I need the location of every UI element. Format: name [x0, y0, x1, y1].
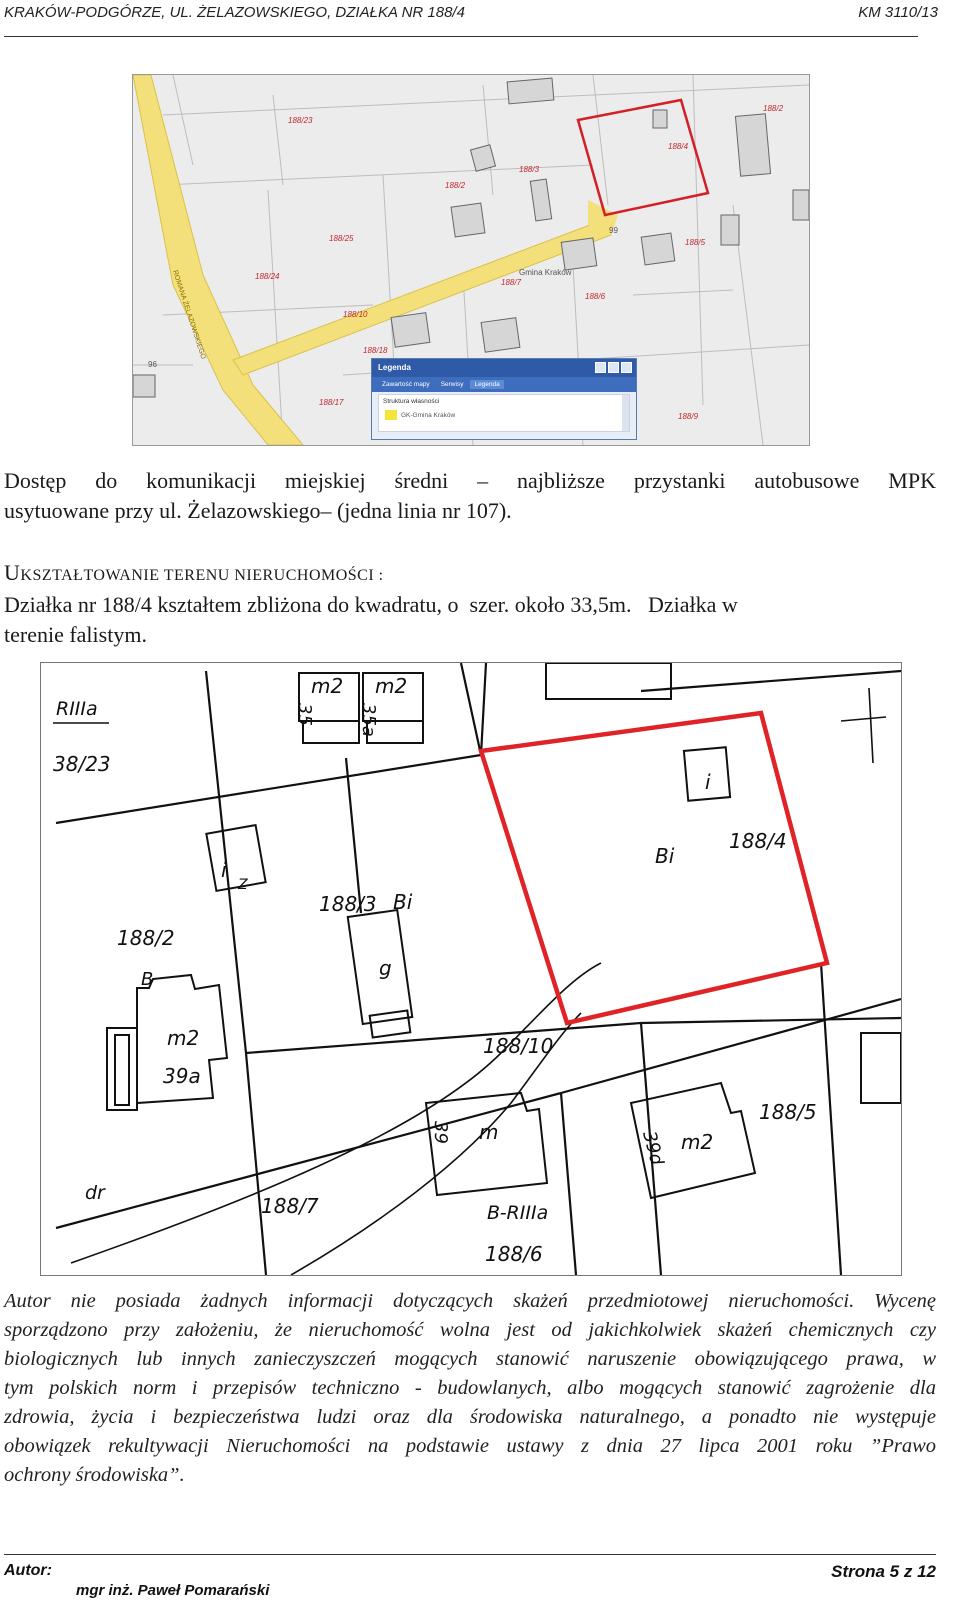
yellow-swatch-icon — [385, 410, 397, 420]
legend-popup-titlebar — [372, 359, 636, 377]
footer-page-number: Strona 5 z 12 — [831, 1562, 936, 1581]
map-house-99: 99 — [609, 226, 618, 235]
legend-popup-body — [378, 394, 630, 432]
label-39d: 39d — [638, 1128, 668, 1168]
map-label-188-25: 188/25 — [329, 234, 354, 243]
contamination-paragraph — [4, 1287, 936, 1490]
label-m2-b: m2 — [375, 674, 408, 698]
legend-popup-tabs — [372, 377, 636, 392]
map-label-188-10: 188/10 — [343, 310, 368, 319]
label-188-3: 188/3 — [319, 892, 377, 916]
label-188-7: 188/7 — [261, 1194, 319, 1218]
label-m2-c: m2 — [167, 1026, 200, 1050]
label-dr: dr — [85, 1182, 105, 1204]
tab-legend[interactable]: Legenda — [470, 380, 503, 389]
label-39: 39 — [430, 1121, 451, 1144]
map-label-188-2: 188/2 — [445, 181, 466, 190]
label-188-5: 188/5 — [759, 1100, 817, 1124]
access-line-1: Dostęp do komunikacji miejskiej średni – najbliższe przystanki autobusowe MPK — [4, 468, 936, 493]
contamination-line-4: tym polskich norm i przepisów techniczno - budowlanych, albo mogących stanowić zagrożenie dla — [4, 1377, 936, 1399]
map-label-188-24: 188/24 — [255, 272, 280, 281]
label-b-rilla: B-RIIIa — [487, 1202, 549, 1224]
tab-map-content[interactable]: Zawartość mapy — [382, 381, 430, 388]
header-ref: KM 3110/13 — [858, 4, 938, 21]
footer-author-name: mgr inż. Paweł Pomarański — [76, 1582, 270, 1599]
map-label-188-6: 188/6 — [585, 292, 606, 301]
location-map — [132, 74, 810, 446]
terrain-paragraph — [4, 590, 936, 650]
map-label-188-23: 188/23 — [288, 116, 313, 125]
map-label-188-5: 188/5 — [685, 238, 706, 247]
label-188-23: 38/23 — [53, 752, 111, 776]
legend-popup-title: Legenda — [378, 363, 411, 372]
map-label-188-18: 188/18 — [363, 346, 388, 355]
map-label-188-17: 188/17 — [319, 398, 344, 407]
label-i-a: i — [221, 858, 227, 882]
contamination-line-5: zdrowia, życia i bezpieczeństwa ludzi oraz dla środowiska naturalnego, a ponadto nie występuje — [4, 1406, 936, 1428]
terrain-line-1: Działka nr 188/4 kształtem zbliżona do kwadratu, o szer. około 33,5m. Działka w — [4, 592, 738, 617]
label-i-b: i — [705, 770, 711, 794]
contamination-line-2: sporządzono przy założeniu, że nieruchomość wolna jest od jakichkolwiek skażeń chemicznych czy — [4, 1319, 936, 1341]
contamination-line-1: Autor nie posiada żadnych informacji dotyczących skażeń przedmiotowej nieruchomości. Wycenę — [4, 1290, 936, 1312]
label-188-10: 188/10 — [483, 1034, 554, 1058]
label-m2-d: m2 — [681, 1130, 714, 1154]
label-188-6: 188/6 — [485, 1242, 543, 1266]
label-188-2: 188/2 — [117, 926, 175, 950]
map-label-188-9: 188/9 — [678, 412, 699, 421]
help-icon[interactable] — [595, 362, 606, 373]
terrain-line-2: terenie falistym. — [4, 622, 147, 647]
map-gmina-label: Gmina Kraków — [519, 268, 572, 277]
label-35a: 35a — [358, 703, 379, 737]
map-road-label: ROMANA ŻELAZOWSKIEGO — [171, 269, 207, 361]
label-g: g — [379, 956, 392, 980]
label-35: 35 — [294, 703, 315, 726]
map-label-188-4: 188/4 — [668, 142, 689, 151]
cadastral-map-svg — [41, 663, 901, 1275]
tab-services[interactable]: Serwisy — [440, 381, 464, 388]
label-b: B — [141, 969, 154, 990]
footer-author-label: Autor: — [4, 1562, 52, 1579]
label-z: Z — [238, 877, 248, 893]
legend-popup — [371, 358, 637, 440]
terrain-section-title: UKSZTAŁTOWANIE TERENU NIERUCHOMOŚCI : — [4, 560, 384, 585]
minimize-icon[interactable] — [608, 362, 619, 373]
close-icon[interactable] — [621, 362, 632, 373]
legend-section: Struktura własności — [383, 398, 440, 405]
legend-scrollbar[interactable] — [622, 395, 629, 431]
label-bi-main: Bi — [655, 844, 675, 868]
access-line-2: usytuowane przy ul. Żelazowskiego– (jedna linia nr 107). — [4, 498, 512, 523]
map-label-188-3: 188/3 — [519, 165, 540, 174]
label-188-4: 188/4 — [729, 829, 787, 853]
contamination-line-7: ochrony środowiska”. — [4, 1464, 185, 1486]
footer-rule — [4, 1554, 936, 1555]
label-m: m — [479, 1120, 499, 1144]
map-label-188-7: 188/7 — [501, 278, 522, 287]
legend-item: GK-Gmina Kraków — [379, 408, 629, 422]
map-label-188-2b: 188/2 — [763, 104, 784, 113]
label-m2-a: m2 — [311, 674, 344, 698]
header-title: KRAKÓW-PODGÓRZE, UL. ŻELAZOWSKIEGO, DZIAŁKA NR 188/4 — [4, 4, 465, 21]
header-rule — [4, 36, 918, 37]
contamination-line-6: obowiązek rekultywacji Nieruchomości na podstawie ustawy z dnia 27 lipca 2001 roku ”Prawo — [4, 1435, 936, 1457]
map-house-96: 96 — [148, 360, 157, 369]
cadastral-map — [40, 662, 902, 1276]
label-39a: 39a — [163, 1064, 201, 1088]
access-paragraph — [4, 466, 936, 526]
label-bi-top: Bi — [393, 890, 413, 914]
contamination-line-3: biologicznych lub innych zanieczyszczeń mogących stanowić naruszenie obowiązującego prawa, w — [4, 1348, 936, 1370]
label-rilla: RIIIa — [56, 698, 98, 720]
